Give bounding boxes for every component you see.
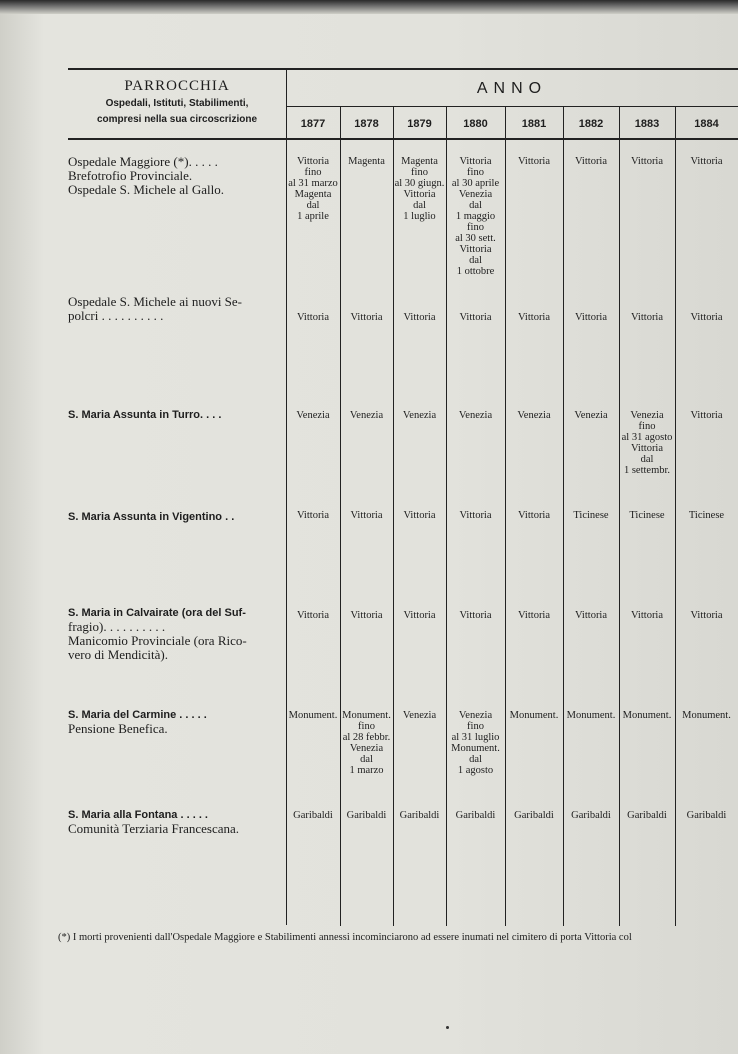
parish-label-line: S. Maria Assunta in Vigentino . . xyxy=(68,511,235,523)
year-header-1881: 1881 xyxy=(521,118,547,130)
cell-line: al 28 febbr. xyxy=(342,732,391,743)
cell-line: Vittoria xyxy=(296,156,330,167)
cell-1878 xyxy=(340,156,393,167)
cell-1880 xyxy=(446,510,505,521)
parish-label-line: Ospedale S. Michele al Gallo. xyxy=(68,182,224,197)
parish-label-line: fragio). . . . . . . . . . xyxy=(68,619,166,634)
parish-label xyxy=(68,808,280,836)
cell-line: Garibaldi xyxy=(627,810,667,821)
parish-label xyxy=(68,708,280,736)
cell-1877 xyxy=(286,410,340,421)
cell-line: fino xyxy=(638,421,656,432)
cell-1881 xyxy=(505,810,563,821)
cell-1877 xyxy=(286,510,340,521)
year-header-1883: 1883 xyxy=(634,118,660,130)
parish-label-line: S. Maria alla Fontana . . . . . xyxy=(68,809,208,821)
cell-1878 xyxy=(340,312,393,323)
cell-line: al 30 sett. xyxy=(455,233,496,244)
cell-1884 xyxy=(675,810,738,821)
parish-label-line: S. Maria del Carmine . . . . . xyxy=(68,709,207,721)
cell-line: Vittoria xyxy=(403,312,436,323)
cell-1880 xyxy=(446,312,505,323)
cell-line: Garibaldi xyxy=(293,810,333,821)
cell-line: Venezia xyxy=(458,710,493,721)
cell-line: Ticinese xyxy=(573,510,609,521)
cell-line: 1 marzo xyxy=(349,765,384,776)
cell-line: Monument. xyxy=(509,710,559,721)
cell-line: Venezia xyxy=(517,410,551,421)
cell-1883 xyxy=(619,156,675,167)
parish-label xyxy=(68,408,280,422)
cell-line: Monument. xyxy=(342,710,391,721)
cell-1879 xyxy=(393,710,446,721)
parish-label-line: polcri . . . . . . . . . . xyxy=(68,308,164,323)
cell-line: Vittoria xyxy=(296,510,330,521)
header-bottom-rule xyxy=(68,138,738,140)
cell-line: Vittoria xyxy=(350,510,383,521)
parish-label xyxy=(68,295,280,323)
cell-1878 xyxy=(340,710,393,776)
ink-speck xyxy=(446,1026,449,1029)
cell-line: Garibaldi xyxy=(399,810,440,821)
cell-1883 xyxy=(619,410,675,476)
cell-line: Garibaldi xyxy=(571,810,611,821)
cell-1883 xyxy=(619,710,675,721)
cell-1877 xyxy=(286,610,340,621)
parish-label-line: Ospedale Maggiore (*). . . . . xyxy=(68,154,218,169)
cell-1884 xyxy=(675,312,738,323)
cell-1878 xyxy=(340,510,393,521)
parish-label-line: Comunità Terziaria Francescana. xyxy=(68,821,240,836)
cell-1877 xyxy=(286,810,340,821)
cell-line: 1 luglio xyxy=(403,211,436,222)
cell-1879 xyxy=(393,610,446,621)
parish-label-line: Manicomio Provinciale (ora Rico- xyxy=(68,633,247,648)
cell-line: fino xyxy=(358,721,375,732)
cell-line: Vittoria xyxy=(630,312,664,323)
cell-line: dal xyxy=(469,200,482,211)
cell-line: Venezia xyxy=(296,410,330,421)
cell-line: 1 aprile xyxy=(297,211,329,222)
cell-1882 xyxy=(563,710,619,721)
footnote: (*) I morti provenienti dall'Ospedale Maggiore e Stabilimenti annessi incominciarono ad essere inumati nel cimitero di porta Vittoria col xyxy=(58,932,632,943)
cell-1881 xyxy=(505,410,563,421)
year-header-1884: 1884 xyxy=(694,118,719,130)
cell-1884 xyxy=(675,510,738,521)
cell-line: Venezia xyxy=(458,189,493,200)
cell-1883 xyxy=(619,510,675,521)
parish-label xyxy=(68,155,280,197)
cell-line: Vittoria xyxy=(403,510,436,521)
cell-1879 xyxy=(393,410,446,421)
cell-line: Vittoria xyxy=(459,510,492,521)
year-header-1879: 1879 xyxy=(407,118,432,130)
cell-line: dal xyxy=(306,200,320,211)
cell-line: Garibaldi xyxy=(455,810,496,821)
cell-line: Monument. xyxy=(622,710,672,721)
cell-1877 xyxy=(286,710,340,721)
year-header-1880: 1880 xyxy=(463,118,488,130)
cell-line: Venezia xyxy=(630,410,664,421)
cell-1880 xyxy=(446,156,505,277)
cell-line: fino xyxy=(467,167,484,178)
cell-line: Vittoria xyxy=(574,312,608,323)
cell-1879 xyxy=(393,312,446,323)
cell-1882 xyxy=(563,156,619,167)
cell-line: Vittoria xyxy=(517,510,551,521)
cell-line: Vittoria xyxy=(296,610,330,621)
cell-line: al 30 giugn. xyxy=(394,178,445,189)
cell-line: Garibaldi xyxy=(346,810,387,821)
cell-line: Venezia xyxy=(349,410,384,421)
cell-line: al 31 luglio xyxy=(451,732,500,743)
cell-1882 xyxy=(563,510,619,521)
cell-line: Vittoria xyxy=(690,410,723,421)
cell-line: Vittoria xyxy=(517,156,551,167)
cell-line: Vittoria xyxy=(574,156,608,167)
cell-line: Magenta xyxy=(294,189,332,200)
cell-1881 xyxy=(505,156,563,167)
cell-1879 xyxy=(393,510,446,521)
cell-line: Venezia xyxy=(574,410,608,421)
cell-line: Vittoria xyxy=(296,312,330,323)
cell-line: Vittoria xyxy=(630,156,664,167)
cell-line: Garibaldi xyxy=(514,810,554,821)
cell-line: fino xyxy=(467,222,484,233)
cell-1878 xyxy=(340,810,393,821)
cell-line: Vittoria xyxy=(630,443,664,454)
cell-1884 xyxy=(675,610,738,621)
cell-line: Venezia xyxy=(458,410,493,421)
cell-1884 xyxy=(675,710,738,721)
cell-line: Ticinese xyxy=(688,510,725,521)
cell-line: Magenta xyxy=(401,156,438,167)
cell-line: Vittoria xyxy=(517,610,551,621)
cell-line: 1 agosto xyxy=(457,765,494,776)
cell-1877 xyxy=(286,312,340,323)
cell-line: Vittoria xyxy=(690,610,723,621)
cell-line: dal xyxy=(469,255,482,266)
cell-line: dal xyxy=(469,754,482,765)
cell-line: Monument. xyxy=(288,710,338,721)
cell-1881 xyxy=(505,710,563,721)
cell-line: dal xyxy=(360,754,373,765)
years-top-rule xyxy=(286,106,738,107)
cell-1879 xyxy=(393,156,446,222)
cell-line: 1 ottobre xyxy=(456,266,495,277)
cell-line: Monument. xyxy=(566,710,616,721)
year-group-title: ANNO xyxy=(476,80,548,97)
parish-column-title: PARROCCHIA xyxy=(124,78,230,94)
parish-label xyxy=(68,510,280,524)
cell-line: Vittoria xyxy=(459,244,492,255)
cell-line: Vittoria xyxy=(459,610,492,621)
cell-line: fino xyxy=(304,167,322,178)
parish-label xyxy=(68,606,280,662)
cell-line: Vittoria xyxy=(459,312,492,323)
cell-line: Venezia xyxy=(402,410,437,421)
cell-1880 xyxy=(446,410,505,421)
cell-line: Vittoria xyxy=(403,610,436,621)
scan-edge xyxy=(0,0,738,14)
cell-line: Ticinese xyxy=(629,510,665,521)
cell-line: 1 maggio xyxy=(455,211,496,222)
cell-1878 xyxy=(340,410,393,421)
cell-1883 xyxy=(619,610,675,621)
cell-line: dal xyxy=(413,200,426,211)
cell-line: Vittoria xyxy=(574,610,608,621)
cell-1883 xyxy=(619,312,675,323)
cell-1881 xyxy=(505,510,563,521)
cell-line: Vittoria xyxy=(403,189,436,200)
cell-1882 xyxy=(563,610,619,621)
cell-line: Magenta xyxy=(348,156,385,167)
cell-line: Vittoria xyxy=(350,610,383,621)
cell-1880 xyxy=(446,610,505,621)
cell-1882 xyxy=(563,410,619,421)
cell-1879 xyxy=(393,810,446,821)
cell-line: Monument. xyxy=(451,743,500,754)
cell-1884 xyxy=(675,410,738,421)
parish-label-line: S. Maria in Calvairate (ora del Suf- xyxy=(68,607,246,619)
year-header-1877: 1877 xyxy=(300,118,326,130)
cell-1882 xyxy=(563,810,619,821)
cell-1877 xyxy=(286,156,340,222)
parish-column-subtitle-2: compresi nella sua circoscrizione xyxy=(96,114,258,125)
parish-label-line: Pensione Benefica. xyxy=(68,721,168,736)
parish-column-subtitle-1: Ospedali, Istituti, Stabilimenti, xyxy=(105,98,249,109)
cell-line: Vittoria xyxy=(459,156,492,167)
cell-line: Vittoria xyxy=(350,312,383,323)
cell-line: fino xyxy=(411,167,428,178)
year-header-1878: 1878 xyxy=(354,118,379,130)
cell-line: Vittoria xyxy=(690,312,723,323)
cell-1881 xyxy=(505,610,563,621)
cell-1878 xyxy=(340,610,393,621)
table-top-rule xyxy=(68,68,738,70)
cell-line: Garibaldi xyxy=(686,810,727,821)
cell-1884 xyxy=(675,156,738,167)
cell-1883 xyxy=(619,810,675,821)
cell-line: Vittoria xyxy=(630,610,664,621)
cell-line: 1 settembr. xyxy=(623,465,671,476)
cell-line: al 30 aprile xyxy=(451,178,500,189)
parish-label-line: Brefotrofio Provinciale. xyxy=(68,168,193,183)
cell-1881 xyxy=(505,312,563,323)
parish-label-line: vero di Mendicità). xyxy=(68,647,168,662)
cell-1882 xyxy=(563,312,619,323)
cell-line: Vittoria xyxy=(690,156,723,167)
cell-line: Vittoria xyxy=(517,312,551,323)
cell-line: Venezia xyxy=(402,710,437,721)
parish-label-line: S. Maria Assunta in Turro. . . . xyxy=(68,409,222,421)
cell-line: Venezia xyxy=(349,743,384,754)
cell-1880 xyxy=(446,710,505,776)
cell-line: al 31 agosto xyxy=(621,432,673,443)
cell-line: al 31 marzo xyxy=(288,178,338,189)
parish-label-line: Ospedale S. Michele ai nuovi Se- xyxy=(68,294,243,309)
cell-line: Monument. xyxy=(682,710,731,721)
year-header-1882: 1882 xyxy=(578,118,604,130)
cell-1880 xyxy=(446,810,505,821)
cell-line: dal xyxy=(640,454,654,465)
cell-line: fino xyxy=(467,721,484,732)
